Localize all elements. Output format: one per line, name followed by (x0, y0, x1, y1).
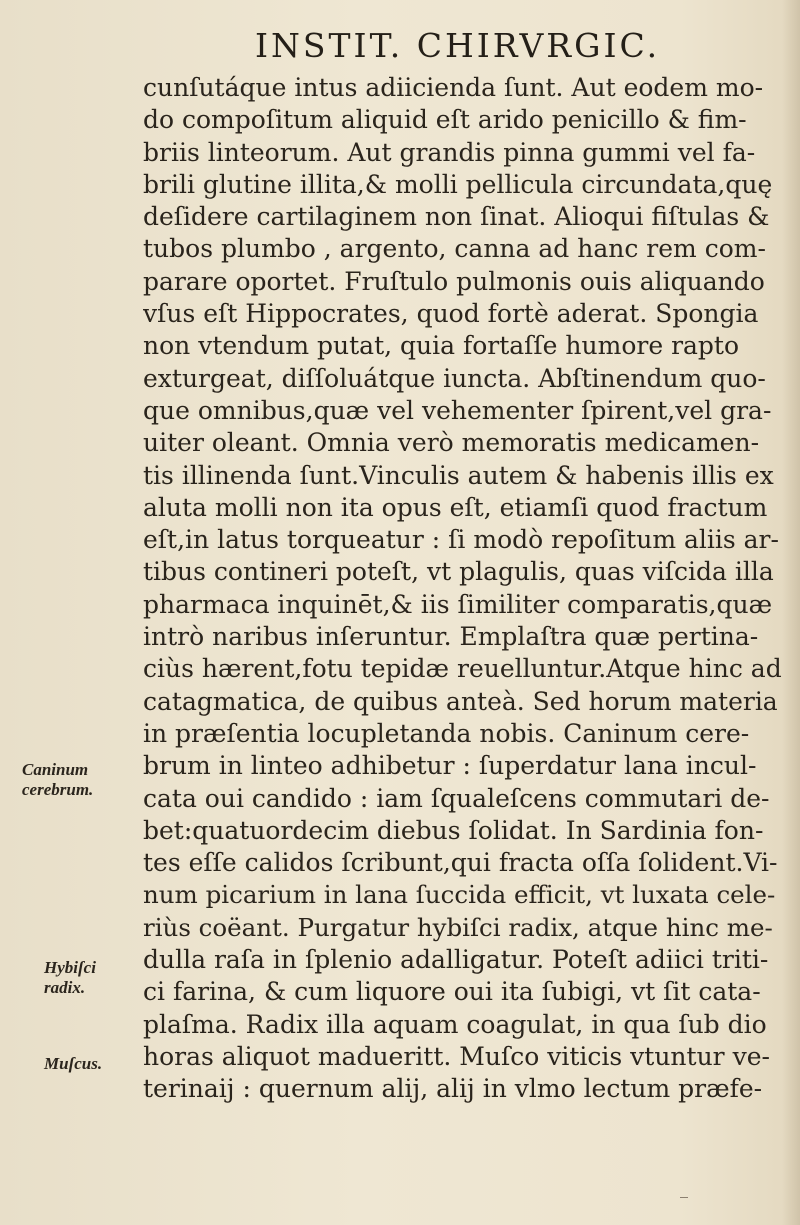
text-line: ciùs hærent,fotu tepidæ reuelluntur.Atque hinc ad (143, 654, 782, 684)
text-line: que omnibus,quæ vel vehementer ſpirent,vel gra- (143, 395, 772, 425)
text-line: num picarium in lana ſuccida efficit, vt luxata cele- (143, 880, 776, 910)
text-line: bet:quatuordecim diebus ſolidat. In Sardinia fon- (143, 815, 764, 845)
margin-note-line: radix. (44, 978, 86, 997)
text-line: intrò naribus inſeruntur. Emplaſtra quæ pertina- (143, 622, 759, 652)
text-line: exturgeat, diſſoluátque iuncta. Abſtinendum quo- (143, 363, 766, 393)
page-mark (680, 1197, 688, 1198)
margin-note-caninum (22, 760, 93, 800)
text-line: aluta molli non ita opus eſt, etiamſi quod fractum (143, 492, 768, 522)
text-line: deſidere cartilaginem non ſinat. Alioqui fiſtulas & (143, 202, 770, 232)
running-head: INSTIT. CHIRVRGIC. (255, 26, 661, 65)
text-line: ci farina, & cum liquore oui ita ſubigi, vt ſit cata- (143, 977, 761, 1007)
text-line: vſus eſt Hippocrates, quod fortè aderat. Spongia (143, 299, 759, 329)
text-line: dulla raſa in ſplenio adalligatur. Poteſt adiici triti- (143, 945, 769, 975)
margin-note-line: Muſcus. (44, 1054, 103, 1073)
text-line: riùs coëant. Purgatur hybiſci radix, atque hinc me- (143, 912, 773, 942)
text-line: plaſma. Radix illa aquam coagulat, in qua ſub dio (143, 1009, 767, 1039)
text-line: uiter oleant. Omnia verò memoratis medicamen- (143, 428, 760, 458)
text-line: cata oui candido : iam ſqualeſcens commutari de- (143, 783, 770, 813)
body-text (143, 72, 783, 1106)
text-line: pharmaca inquinēt,& iis ſimiliter comparatis,quæ (143, 589, 773, 619)
text-line: tis illinenda ſunt.Vinculis autem & habenis illis ex (143, 460, 774, 490)
text-line: cunſutáque intus adiicienda ſunt. Aut eodem mo- (143, 73, 764, 102)
text-line: eſt,in latus torqueatur : ſi modò repoſitum aliis ar- (143, 525, 779, 555)
margin-notes (0, 0, 130, 1225)
text-line: brili glutine illita,& molli pellicula circundata,quę (143, 169, 773, 199)
margin-note-line: Caninum (22, 760, 89, 779)
text-line: non vtendum putat, quia fortaſſe humore rapto (143, 331, 740, 361)
text-line: in præſentia locupletanda nobis. Caninum cere- (143, 718, 750, 748)
text-line: do compoſitum aliquid eſt arido penicillo & fim- (143, 105, 747, 135)
text-line: terinaij : quernum alij, alij in vlmo lectum præfe- (143, 1074, 763, 1104)
text-line: parare oportet. Fruſtulo pulmonis ouis aliquando (143, 266, 765, 296)
margin-note-line: Hybiſci (44, 958, 96, 977)
text-line: tubos plumbo , argento, canna ad hanc rem com- (143, 234, 766, 264)
text-line: tes eſſe calidos ſcribunt,qui fracta oſſa ſolident.Vi- (143, 848, 778, 878)
text-line: tibus contineri poteſt, vt plagulis, quas viſcida illa (143, 557, 774, 587)
text-line: brum in linteo adhibetur : ſuperdatur lana incul- (143, 751, 757, 781)
margin-note-muscus (44, 1054, 102, 1074)
text-line: briis linteorum. Aut grandis pinna gummi vel fa- (143, 137, 756, 167)
page-edge-shadow (782, 0, 800, 1225)
text-line: horas aliquot madueritt. Muſco viticis vtuntur ve- (143, 1041, 770, 1071)
margin-note-line: cerebrum. (22, 780, 94, 799)
text-line: catagmatica, de quibus anteà. Sed horum materia (143, 686, 778, 716)
margin-note-hybisci (44, 958, 96, 998)
